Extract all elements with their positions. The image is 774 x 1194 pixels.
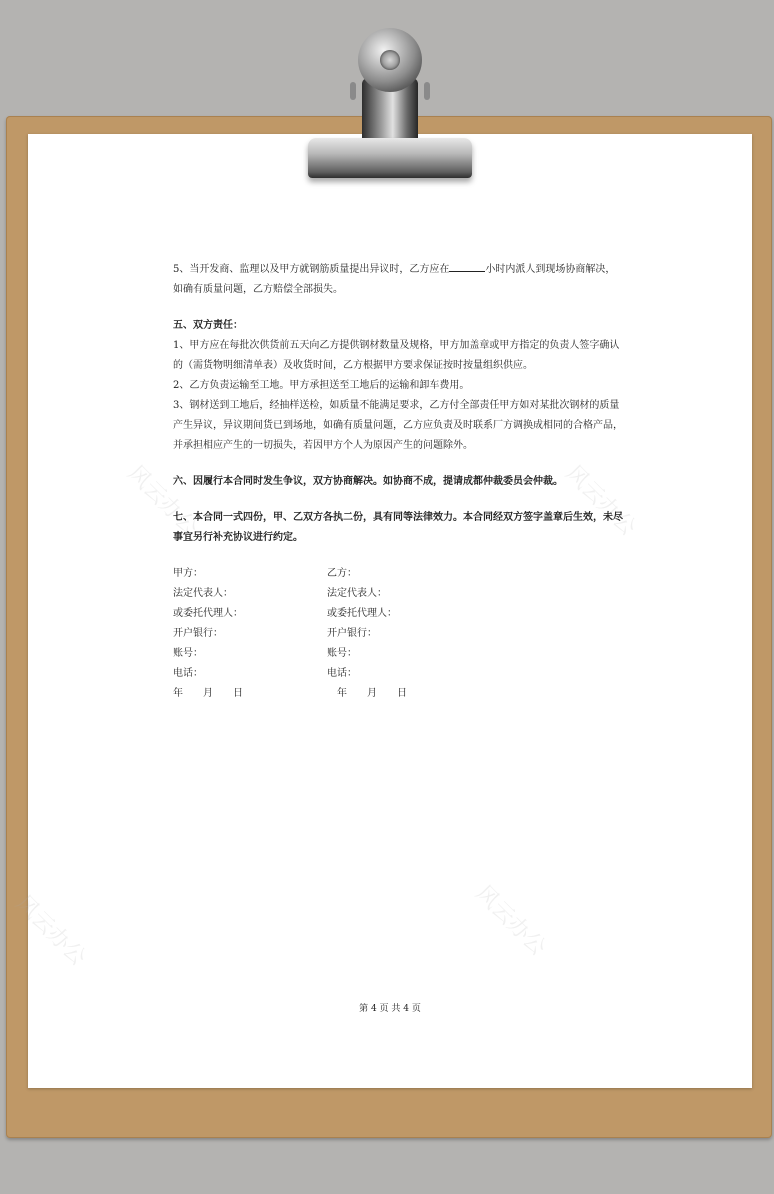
date-b: 年 月 日 — [337, 688, 407, 699]
section-5-item-3: 3、钢材送到工地后，经抽样送检，如质量不能满足要求，乙方付全部责任甲方如对某批次钢材的质量产生异议，异议期间货已到场地，如确有质量问题，乙方应负责及时联系厂方调换成相同的合格产品，并承担相应产生的一切损失，若因甲方个人为原因产生的问题除外。 — [173, 400, 623, 451]
agent-a-label: 或委托代理人： — [173, 608, 243, 619]
phone-a-label: 电话： — [173, 668, 203, 679]
contract-page — [10, 134, 752, 1088]
watermark: 风云办公 — [122, 460, 203, 541]
blank-hours — [449, 259, 485, 272]
date-a: 年 月 日 — [173, 688, 243, 699]
legal-rep-b-label: 法定代表人： — [327, 588, 387, 599]
signature-row — [173, 604, 623, 624]
party-b-label: 乙方： — [327, 568, 357, 579]
account-a-label: 账号： — [173, 648, 203, 659]
section-6: 六、因履行本合同时发生争议，双方协商解决。如协商不成，提请成都仲裁委员会仲裁。 — [173, 476, 563, 487]
signature-row — [173, 644, 623, 664]
signature-row — [173, 664, 623, 684]
clause-5-text-a: 5、当开发商、监理以及甲方就钢筋质量提出异议时，乙方应在 — [173, 264, 450, 275]
signature-row — [173, 624, 623, 644]
clause-5 — [173, 259, 623, 300]
watermark: 风云办公 — [470, 880, 551, 961]
bank-a-label: 开户银行： — [173, 628, 223, 639]
page-footer: 第 4 页 共 4 页 — [359, 1004, 421, 1014]
signature-row — [173, 564, 623, 584]
section-5-item-1: 1、甲方应在每批次供货前五天向乙方提供钢材数量及规格，甲方加盖章或甲方指定的负责人签字确认的（需货物明细清单表）及收货时间，乙方根据甲方要求保证按时按量组织供应。 — [173, 340, 620, 371]
account-b-label: 账号： — [327, 648, 357, 659]
legal-rep-a-label: 法定代表人： — [173, 588, 233, 599]
phone-b-label: 电话： — [327, 668, 357, 679]
section-5-item-2: 2、乙方负责运输至工地。甲方承担送至工地后的运输和卸车费用。 — [173, 380, 470, 391]
clip-pin — [350, 82, 356, 100]
bank-b-label: 开户银行： — [327, 628, 377, 639]
clip-pin — [424, 82, 430, 100]
clip-ring-icon — [358, 28, 422, 92]
section-5-title: 五、双方责任： — [173, 320, 243, 331]
section-7: 七、本合同一式四份，甲、乙双方各执二份，具有同等法律效力。本合同经双方签字盖章后生效，未尽事宜另行补充协议进行约定。 — [173, 512, 623, 543]
clause-5-text-b: 小时内派人到现场协商解决，如确有质量问题，乙方赔偿全部损失。 — [173, 264, 616, 295]
signature-row — [173, 584, 623, 604]
contract-body — [173, 259, 623, 704]
party-a-label: 甲方： — [173, 568, 203, 579]
agent-b-label: 或委托代理人： — [327, 608, 397, 619]
clip-base — [308, 138, 472, 178]
watermark: 风云办公 — [560, 460, 641, 541]
watermark: 风云办公 — [10, 890, 91, 971]
date-row — [173, 684, 623, 704]
binder-clip — [300, 26, 480, 178]
